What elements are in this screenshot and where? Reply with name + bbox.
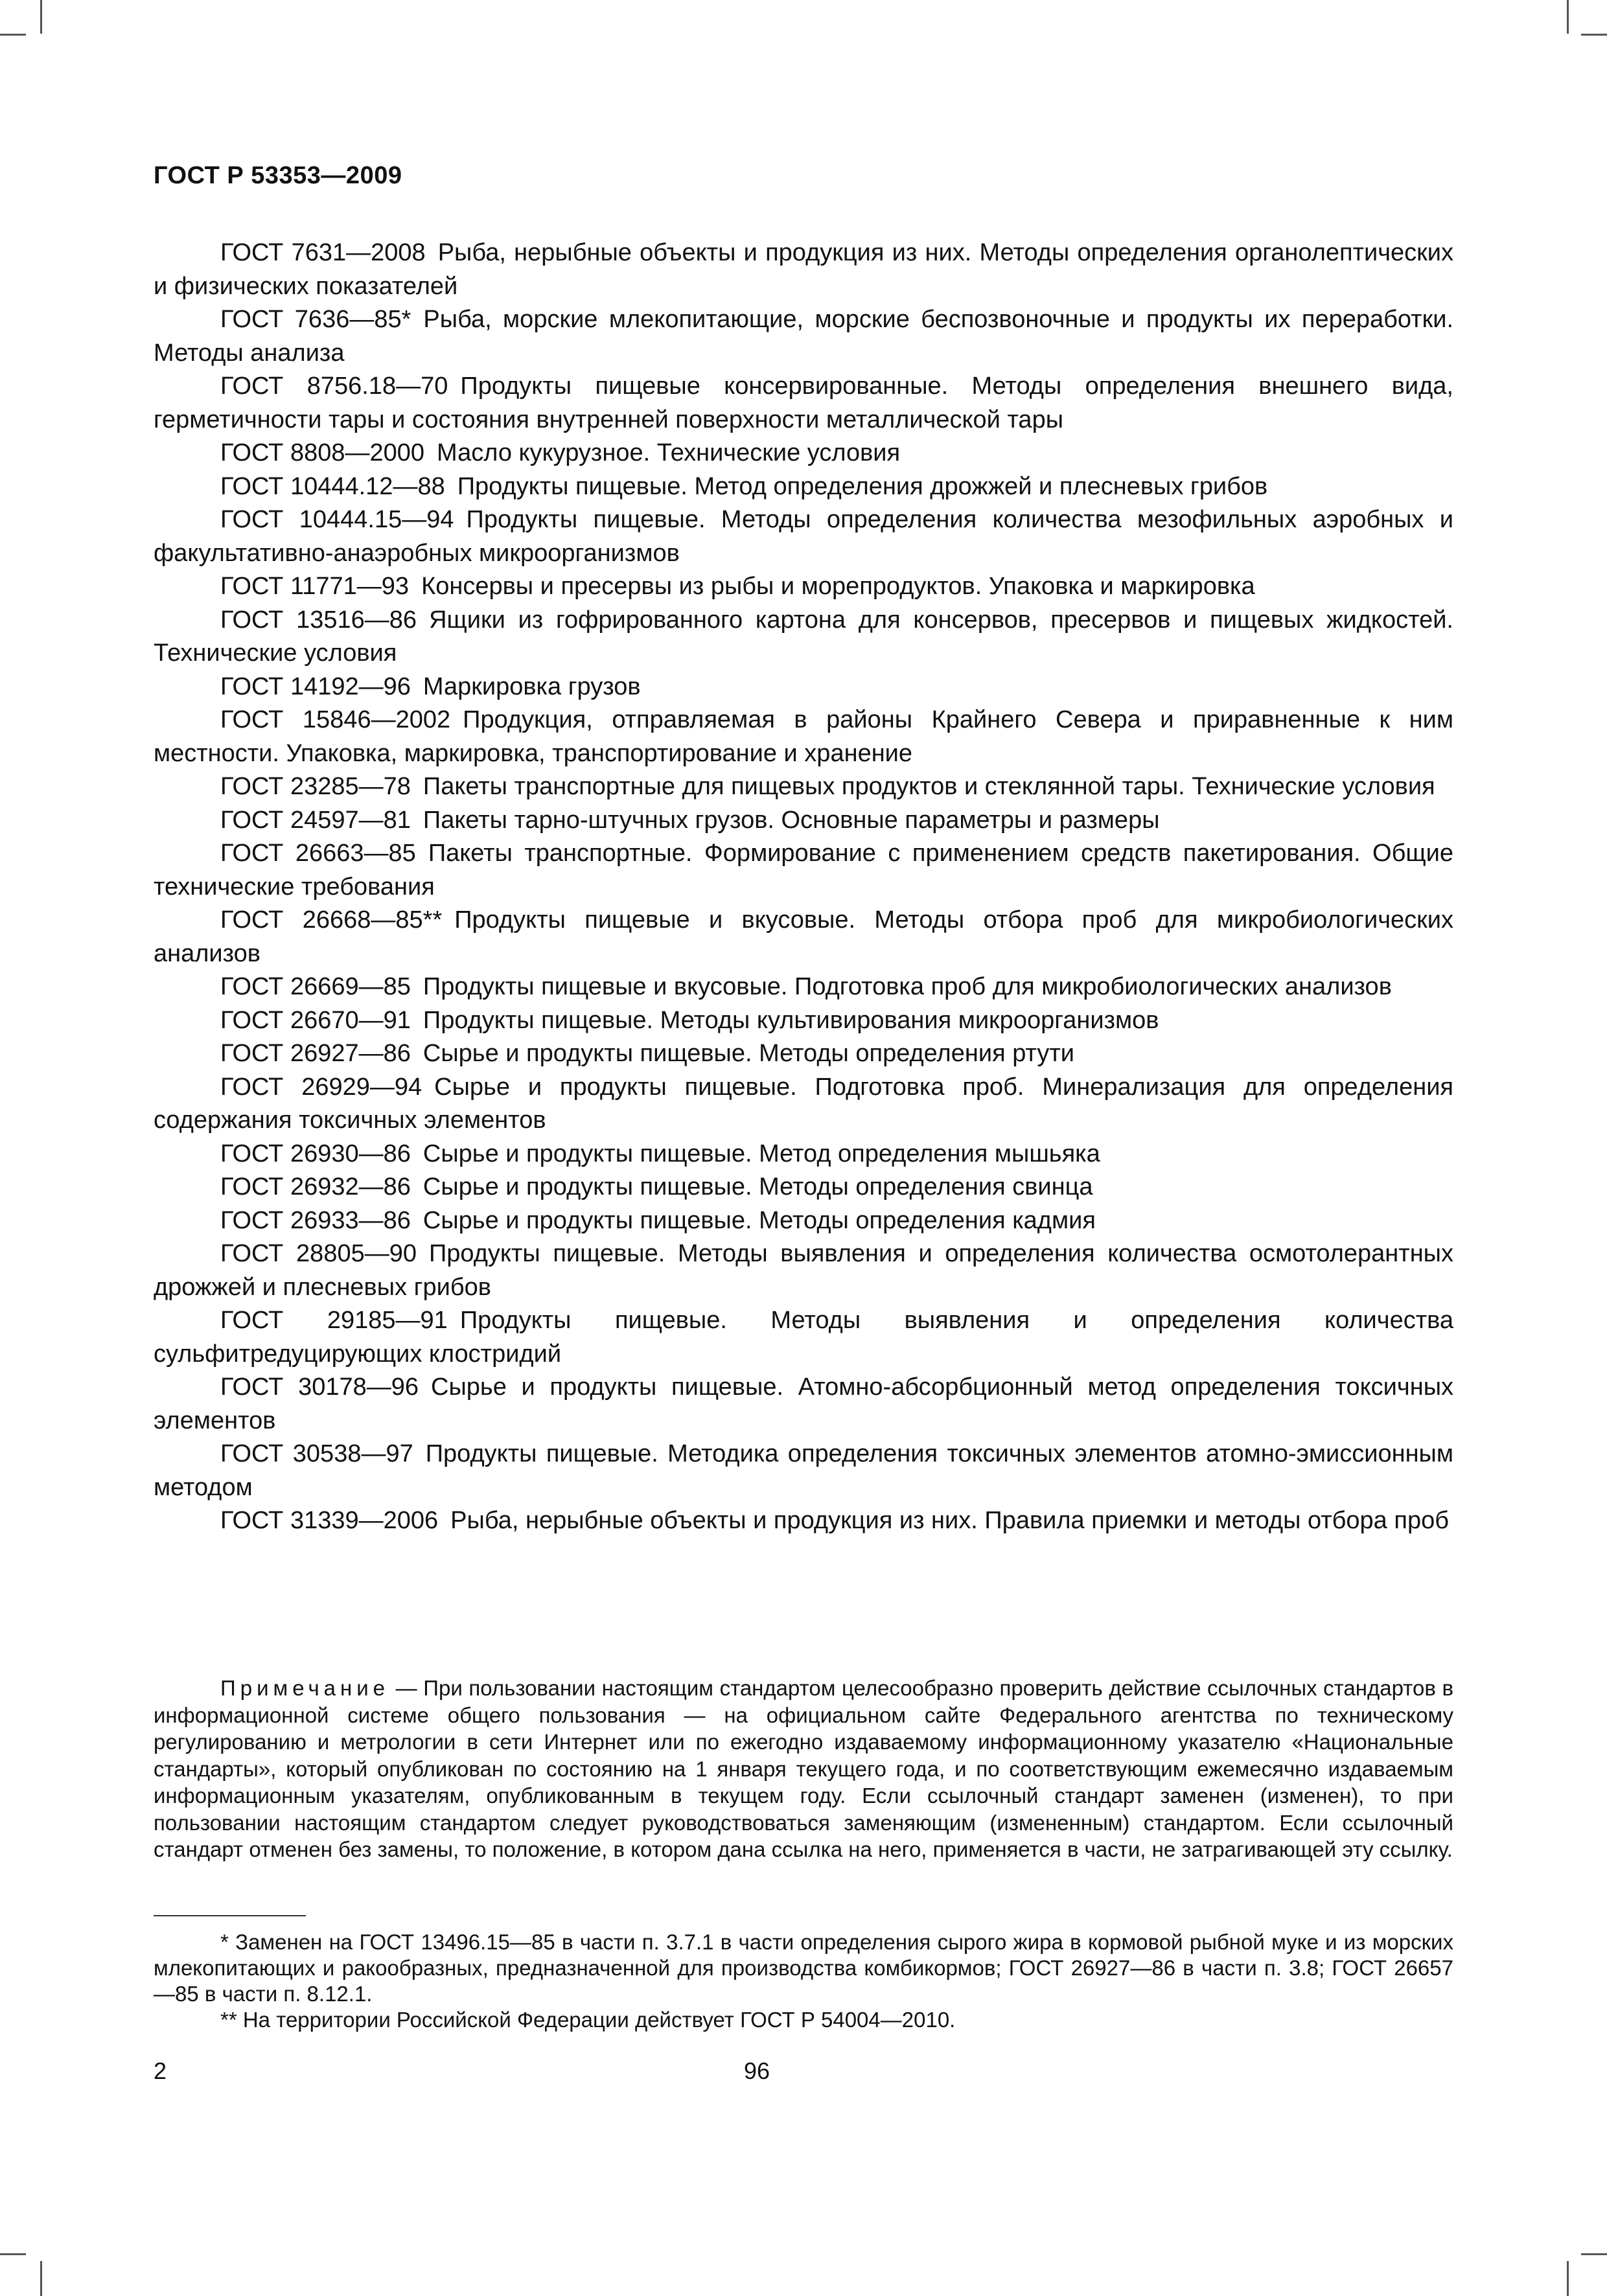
reference-item	[154, 370, 1453, 437]
reference-item	[154, 1138, 1453, 1171]
crop-mark-bottom-left-h	[0, 2253, 26, 2255]
reference-item	[154, 470, 1453, 504]
reference-title: Продукты пищевые. Метод определения дрожжей и плесневых грибов	[457, 472, 1268, 500]
reference-title: Рыба, морские млекопитающие, морские беспозвоночные и продукты их переработки. Методы анализа	[154, 306, 1453, 367]
reference-title: Продукты пищевые. Методы выявления и определения количества сульфитредуцирующих клостридий	[154, 1307, 1453, 1368]
document-header: ГОСТ Р 53353—2009	[154, 162, 402, 189]
footnote-2: ** На территории Российской Федерации действует ГОСТ Р 54004—2010.	[220, 2008, 956, 2032]
reference-title: Сырье и продукты пищевые. Подготовка проб. Минерализация для определения содержания токсичных элементов	[154, 1073, 1454, 1134]
reference-item	[154, 1504, 1453, 1538]
reference-code: ГОСТ 26927—86	[220, 1040, 411, 1067]
reference-item	[154, 704, 1453, 770]
note-label: Примечание	[220, 1676, 390, 1700]
reference-code: ГОСТ 26663—85	[220, 840, 416, 867]
reference-code: ГОСТ 30178—96	[220, 1373, 419, 1401]
reference-item	[154, 671, 1453, 704]
reference-item	[154, 804, 1453, 838]
reference-title: Консервы и пресервы из рыбы и морепродуктов. Упаковка и маркировка	[421, 573, 1255, 600]
reference-title: Сырье и продукты пищевые. Методы определения свинца	[422, 1173, 1093, 1200]
reference-code: ГОСТ 26668—85**	[220, 906, 443, 934]
reference-item	[154, 236, 1453, 303]
reference-code: ГОСТ 26930—86	[220, 1140, 411, 1167]
reference-item	[154, 1071, 1453, 1138]
reference-item	[154, 1004, 1453, 1038]
reference-code: ГОСТ 26929—94	[220, 1073, 422, 1101]
reference-title: Продукты пищевые. Методы культивирования микроорганизмов	[422, 1006, 1159, 1034]
crop-mark-bottom-right	[1567, 2261, 1569, 2296]
reference-title: Сырье и продукты пищевые. Атомно-абсорбционный метод определения токсичных элементов	[154, 1373, 1454, 1434]
reference-title: Пакеты тарно-штучных грузов. Основные параметры и размеры	[422, 806, 1160, 834]
reference-item	[154, 303, 1453, 370]
reference-item	[154, 570, 1453, 604]
crop-mark-top-left	[40, 0, 42, 34]
reference-item	[154, 1438, 1453, 1504]
reference-item	[154, 837, 1453, 904]
reference-item	[154, 1237, 1453, 1304]
normative-references-list	[154, 236, 1453, 1538]
reference-item	[154, 1304, 1453, 1371]
reference-title: Пакеты транспортные для пищевых продуктов и стеклянной тары. Технические условия	[422, 773, 1435, 800]
reference-code: ГОСТ 28805—90	[220, 1240, 417, 1267]
reference-title: Сырье и продукты пищевые. Методы определения кадмия	[422, 1206, 1096, 1234]
reference-code: ГОСТ 26670—91	[220, 1006, 411, 1034]
reference-item	[154, 1204, 1453, 1238]
crop-mark-top-left-h	[0, 34, 26, 36]
reference-item	[154, 1371, 1453, 1438]
reference-code: ГОСТ 24597—81	[220, 806, 411, 834]
reference-title: Продукты пищевые консервированные. Методы определения внешнего вида, герметичности тары и состояния внутренней поверхности металлической тары	[154, 373, 1453, 433]
sequence-number: 96	[744, 2058, 770, 2084]
reference-code: ГОСТ 15846—2002	[220, 706, 451, 733]
reference-code: ГОСТ 10444.12—88	[220, 472, 445, 500]
reference-item	[154, 437, 1453, 470]
reference-title: Продукты пищевые. Методика определения токсичных элементов атомно-эмиссионным методом	[154, 1440, 1453, 1501]
reference-item	[154, 604, 1453, 671]
crop-mark-bottom-right-h	[1581, 2253, 1607, 2255]
reference-code: ГОСТ 10444.15—94	[220, 506, 454, 533]
reference-code: ГОСТ 30538—97	[220, 1440, 413, 1467]
reference-title: Маркировка грузов	[422, 672, 641, 700]
reference-item	[154, 970, 1453, 1004]
reference-title: Пакеты транспортные. Формирование с применением средств пакетирования. Общие технические требования	[154, 840, 1453, 901]
reference-code: ГОСТ 29185—91	[220, 1307, 448, 1334]
reference-title: Продукты пищевые и вкусовые. Методы отбора проб для микробиологических анализов	[154, 906, 1453, 967]
reference-title: Ящики из гофрированного картона для консервов, пресервов и пищевых жидкостей. Технические условия	[154, 606, 1453, 667]
reference-title: Рыба, нерыбные объекты и продукция из них. Методы определения органолептических и физических показателей	[154, 239, 1453, 300]
reference-code: ГОСТ 8756.18—70	[220, 373, 448, 400]
reference-title: Рыба, нерыбные объекты и продукция из них. Правила приемки и методы отбора проб	[450, 1507, 1449, 1534]
reference-item	[154, 1171, 1453, 1204]
reference-item	[154, 904, 1453, 970]
reference-code: ГОСТ 23285—78	[220, 773, 411, 800]
reference-title: Продукты пищевые и вкусовые. Подготовка проб для микробиологических анализов	[422, 973, 1392, 1000]
page-number: 2	[154, 2058, 167, 2084]
reference-code: ГОСТ 7636—85*	[220, 306, 411, 333]
crop-mark-top-right	[1567, 0, 1569, 34]
reference-code: ГОСТ 26933—86	[220, 1206, 411, 1234]
reference-code: ГОСТ 26669—85	[220, 973, 411, 1000]
reference-item	[154, 770, 1453, 804]
reference-code: ГОСТ 8808—2000	[220, 439, 425, 466]
reference-code: ГОСТ 7631—2008	[220, 239, 426, 266]
reference-item	[154, 1037, 1453, 1071]
footnote-1: * Заменен на ГОСТ 13496.15—85 в части п. 3.7.1 в части определения сырого жира в кормовой рыбной муке и из морских млекопитающих и ракообразных, предназначенной для производства комбикормов; ГОСТ 26927—86 в части п. 3.8; ГОСТ 26657—85 в части п. 8.12.1.	[154, 1930, 1453, 2006]
reference-item	[154, 503, 1453, 570]
reference-code: ГОСТ 13516—86	[220, 606, 417, 634]
reference-title: Продукты пищевые. Методы определения количества мезофильных аэробных и факультативно-анаэробных микроорганизмов	[154, 506, 1453, 567]
crop-mark-top-right-h	[1581, 34, 1607, 36]
reference-title: Продукция, отправляемая в районы Крайнего Севера и приравненные к ним местности. Упаковка, маркировка, транспортирование и хранение	[154, 706, 1453, 767]
crop-mark-bottom-left	[40, 2261, 42, 2296]
reference-title: Сырье и продукты пищевые. Методы определения ртути	[422, 1040, 1074, 1067]
reference-title: Масло кукурузное. Технические условия	[437, 439, 901, 466]
reference-code: ГОСТ 26932—86	[220, 1173, 411, 1200]
note-paragraph	[154, 1675, 1453, 1863]
footnote-separator	[154, 1915, 306, 1916]
reference-title: Сырье и продукты пищевые. Метод определения мышьяка	[422, 1140, 1100, 1167]
reference-code: ГОСТ 14192—96	[220, 672, 411, 700]
footnotes	[154, 1929, 1453, 2033]
reference-code: ГОСТ 31339—2006	[220, 1507, 439, 1534]
reference-title: Продукты пищевые. Методы выявления и определения количества осмотолерантных дрожжей и плесневых грибов	[154, 1240, 1453, 1301]
reference-code: ГОСТ 11771—93	[220, 573, 410, 600]
note-text: — При пользовании настоящим стандартом целесообразно проверить действие ссылочных стандартов в информационной системе общего пользования — на официальном сайте Федерального агентства по техническому регулированию и метрологии в сети Интернет или по ежегодно издаваемому информационному указателю «Национальные стандарты», который опубликован по состоянию на 1 января текущего года, и по соответствующим ежемесячно издаваемым информационным указателям, опубликованным в текущем году. Если ссылочный стандарт заменен (изменен), то при пользовании настоящим стандартом следует руководствоваться заменяющим (измененным) стандартом. Если ссылочный стандарт отменен без замены, то положение, в котором дана ссылка на него, применяется в части, не затрагивающей эту ссылку.	[154, 1676, 1453, 1861]
